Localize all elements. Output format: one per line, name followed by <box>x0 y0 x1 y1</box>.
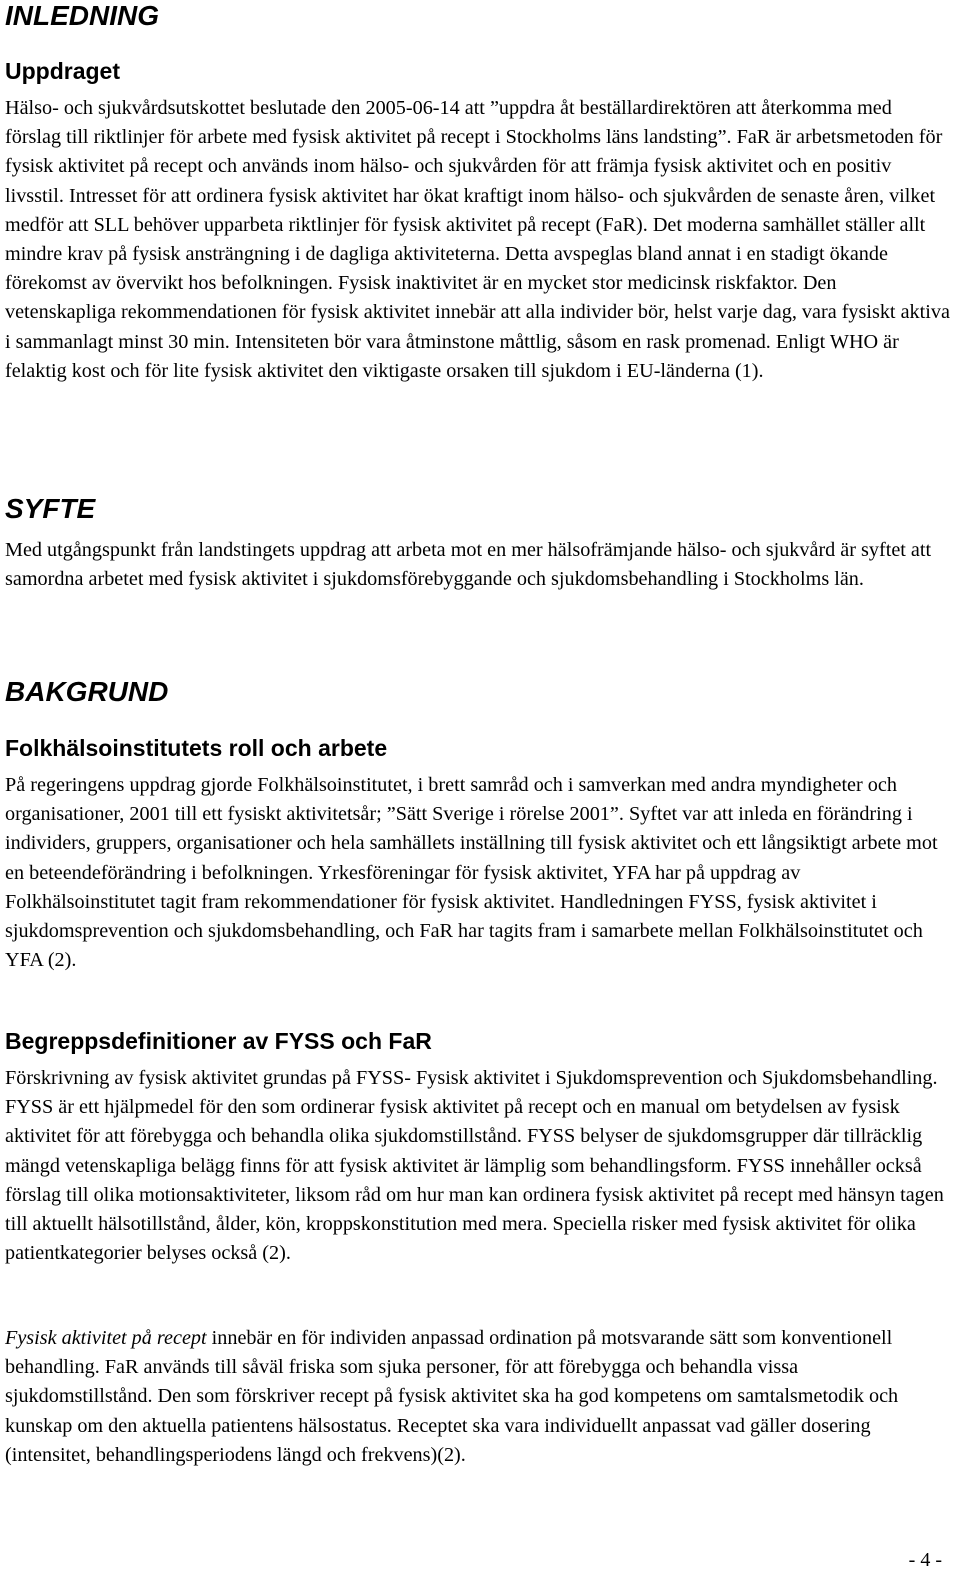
heading-begreppsdefinitioner: Begreppsdefinitioner av FYSS och FaR <box>5 1028 432 1054</box>
paragraph-fyss: Förskrivning av fysisk aktivitet grundas på FYSS- Fysisk aktivitet i Sjukdomsprevention och Sjukdomsbehandling. FYSS är ett hjälpmedel för den som ordinerar fysisk aktivitet på recept och en manual om betydelsen av fysisk aktivitet för att förebygga och behandla olika sjukdomstillstånd. FYSS belyser de sjukdomsgrupper där tillräcklig mängd vetenskapliga belägg finns för att fysisk aktivitet är lämplig som behandlingsform. FYSS innehåller också förslag till olika motionsaktiviteter, liksom råd om hur man kan ordinera fysisk aktivitet på recept med hänsyn tagen till aktuellt hälsotillstånd, ålder, kön, kroppskonstitution med mera. Speciella risker med fysisk aktivitet för olika patientkategorier belyses också (2). <box>5 1067 944 1265</box>
heading-uppdraget: Uppdraget <box>5 58 120 84</box>
heading-bakgrund: BAKGRUND <box>5 676 169 707</box>
paragraph-far <box>5 1324 950 1470</box>
heading-inledning: INLEDNING <box>5 0 159 31</box>
heading-syfte: SYFTE <box>5 493 96 524</box>
heading-folkhalsoinstitutet: Folkhälsoinstitutets roll och arbete <box>5 735 388 761</box>
paragraph-folkhalsoinstitutet: På regeringens uppdrag gjorde Folkhälsoinstitutet, i brett samråd och i samverkan med andra myndigheter och organisationer, 2001 till ett fysiskt aktivitetsår; ”Sätt Sverige i rörelse 2001”. Syftet var att inleda en förändring i individers, gruppers, organisationer och hela samhällets inställning till fysisk aktivitet och ett långsiktigt arbete mot en beteendeförändring i befolkningen. Yrkesföreningar för fysisk aktivitet, YFA har på uppdrag av Folkhälsoinstitutet tagit fram rekommendationer för fysisk aktivitet. Handledningen FYSS, fysisk aktivitet i sjukdomsprevention och sjukdomsbehandling, och FaR har tagits fram i samarbete mellan Folkhälsoinstitutet och YFA (2). <box>5 774 938 972</box>
page-number: - 4 - <box>908 1549 942 1571</box>
paragraph-uppdraget: Hälso- och sjukvårdsutskottet beslutade den 2005-06-14 att ”uppdra åt beställardirektören att återkomma med förslag till riktlinjer för arbete med fysisk aktivitet på recept i Stockholms läns landsting”. FaR är arbetsmetoden för fysisk aktivitet på recept och används inom hälso- och sjukvården för att främja fysisk aktivitet och en positiv livsstil. Intresset för att ordinera fysisk aktivitet har ökat kraftigt inom hälso- och sjukvården de senaste åren, vilket medför att SLL behöver upparbeta riktlinjer för fysisk aktivitet på recept (FaR). Det moderna samhället ställer allt mindre krav på fysisk ansträngning i de dagliga aktiviteterna. Detta avspeglas bland annat i en stadigt ökande förekomst av övervikt hos befolkningen. Fysisk inaktivitet är en mycket stor medicinsk riskfaktor. Den vetenskapliga rekommendationen för fysisk aktivitet innebär att alla individer bör, helst varje dag, vara fysiskt aktiva i sammanlagt minst 30 min. Intensiteten bör vara åtminstone måttlig, såsom en rask promenad. Enligt WHO är felaktig kost och för lite fysisk aktivitet den viktigaste orsaken till sjukdom i EU-länderna (1). <box>5 97 950 382</box>
far-term: Fysisk aktivitet på recept <box>5 1327 207 1349</box>
paragraph-syfte: Med utgångspunkt från landstingets uppdrag att arbeta mot en mer hälsofrämjande hälso- och sjukvård är syftet att samordna arbetet med fysisk aktivitet i sjukdomsförebyggande och sjukdomsbehandling i Stockholms län. <box>5 539 932 591</box>
far-definition: innebär en för individen anpassad ordination på motsvarande sätt som konventionell behandling. FaR används till såväl friska som sjuka personer, för att förebygga och behandla vissa sjukdomstillstånd. Den som förskriver recept på fysisk aktivitet ska ha god kompetens om samtalsmetodik och kunskap om den aktuella patientens hälsostatus. Receptet ska vara individuellt anpassat vad gäller dosering (intensitet, behandlingsperiodens längd och frekvens)(2). <box>5 1327 899 1466</box>
